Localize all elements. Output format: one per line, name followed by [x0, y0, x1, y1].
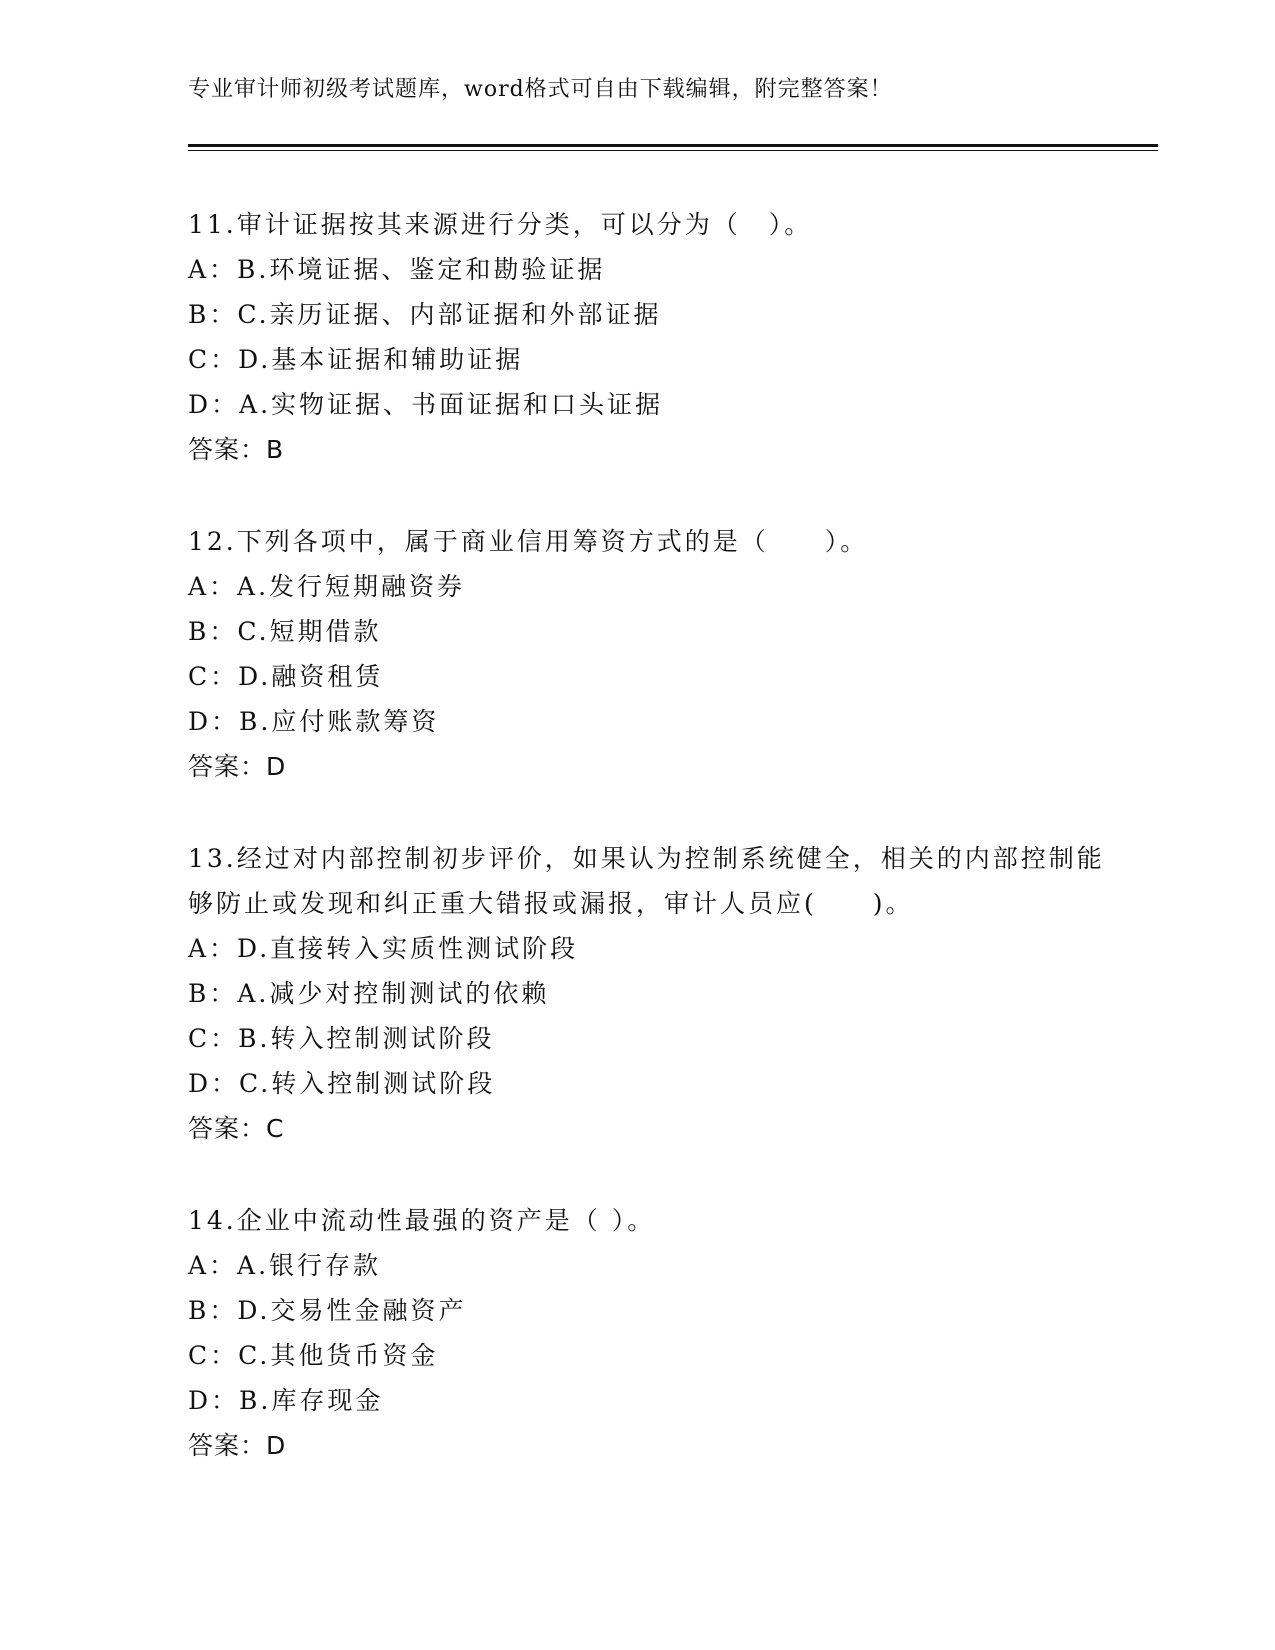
- option-b: B：A.减少对控制测试的依赖: [188, 979, 550, 1008]
- page-header: 专业审计师初级考试题库，word格式可自由下载编辑，附完整答案！: [188, 77, 893, 102]
- option-c: C：D.融资租赁: [188, 662, 384, 691]
- option-d: D：A.实物证据、书面证据和口头证据: [188, 390, 664, 419]
- answer-line: 答案：B: [188, 435, 285, 464]
- question-12: [188, 519, 1128, 790]
- option-b: B：C.亲历证据、内部证据和外部证据: [188, 300, 662, 329]
- option-d: D：C.转入控制测试阶段: [188, 1069, 496, 1098]
- option-d: D：B.库存现金: [188, 1386, 384, 1415]
- answer-line: 答案：C: [188, 1114, 285, 1143]
- option-a: A：B.环境证据、鉴定和勘验证据: [188, 255, 606, 284]
- question-stem: 12.下列各项中，属于商业信用筹资方式的是（ ）。: [188, 527, 869, 556]
- question-stem: 14.企业中流动性最强的资产是（ ）。: [188, 1206, 656, 1235]
- answer-line: 答案：D: [188, 1431, 287, 1460]
- option-b: B：D.交易性金融资产: [188, 1296, 467, 1325]
- option-d: D：B.应付账款筹资: [188, 707, 440, 736]
- option-a: A：D.直接转入实质性测试阶段: [188, 934, 579, 963]
- question-stem: 11.审计证据按其来源进行分类，可以分为（ ）。: [188, 210, 813, 239]
- option-c: C：B.转入控制测试阶段: [188, 1024, 495, 1053]
- option-c: C：D.基本证据和辅助证据: [188, 345, 524, 374]
- option-b: B：C.短期借款: [188, 617, 382, 646]
- answer-line: 答案：D: [188, 752, 287, 781]
- question-13: [188, 836, 1128, 1152]
- question-11: [188, 202, 1128, 473]
- question-14: [188, 1198, 1128, 1469]
- option-a: A：A.银行存款: [188, 1251, 382, 1280]
- question-list: [188, 202, 1128, 1515]
- option-c: C：C.其他货币资金: [188, 1341, 439, 1370]
- header-divider: [188, 144, 1158, 151]
- question-stem: 13.经过对内部控制初步评价，如果认为控制系统健全，相关的内部控制能够防止或发现和纠正重大错报或漏报，审计人员应( )。: [188, 844, 1105, 918]
- option-a: A：A.发行短期融资券: [188, 572, 466, 601]
